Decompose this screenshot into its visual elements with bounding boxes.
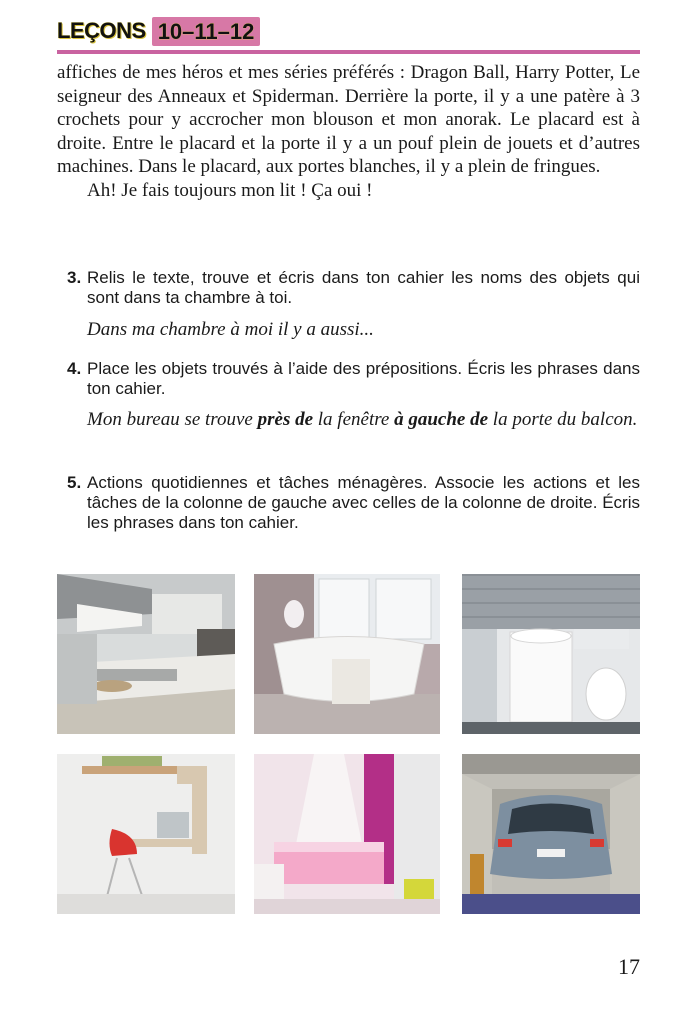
lesson-header (57, 14, 260, 48)
lessons-number-badge: 10–11–12 (152, 17, 261, 46)
exercise-number: 5. (67, 473, 82, 492)
exercise-number: 3. (67, 268, 82, 287)
exercise-5 (57, 473, 640, 533)
exercise-4 (57, 359, 640, 399)
kitchen-photo (57, 574, 235, 734)
bathtub-photo (254, 574, 440, 734)
reading-paragraph: affiches de mes héros et mes séries préférés : Dragon Ball, Harry Potter, Le seigneur des Anneaux et Spiderman. Derrière la porte, il y a une patère à 3 crochets pour y accrocher mon blouson et mon anorak. Le placard est à droite. Entre le placard et la porte il y a un pouf plein de jouets et d’autres machines. Dans le placard, aux portes blanches, il y a plein de fringues. (57, 62, 640, 177)
example-sentence (57, 408, 640, 432)
exercise-3 (57, 268, 640, 308)
girls-bedroom-photo (254, 754, 440, 914)
exercise-4-example (57, 408, 640, 432)
exercise-number: 4. (67, 359, 82, 378)
exercise-instruction: Place les objets trouvés à l’aide des prépositions. Écris les phrases dans ton cahier. (87, 359, 640, 398)
example-preposition: à gauche de (394, 409, 489, 430)
exercise-3-example (57, 318, 640, 342)
garage-car-photo (462, 754, 640, 914)
bathroom-sink-photo (462, 574, 640, 734)
exercise-instruction: Relis le texte, trouve et écris dans ton cahier les noms des objets qui sont dans ta chambre à toi. (87, 268, 640, 307)
example-preposition: près de (257, 409, 314, 430)
exercise-instruction: Actions quotidiennes et tâches ménagères. Associe les actions et les tâches de la colonne de gauche avec celles de la colonne de droite. Écris les phrases dans ton cahier. (87, 473, 640, 532)
example-part: la fenêtre (313, 409, 395, 430)
lecons-label: LEÇONS (57, 18, 146, 43)
reading-text (57, 61, 640, 202)
header-rule (57, 50, 640, 54)
page-number: 17 (618, 954, 640, 979)
reading-paragraph: Ah! Je fais toujours mon lit ! Ça oui ! (87, 179, 373, 201)
example-sentence: Dans ma chambre à moi il y a aussi... (87, 319, 374, 340)
example-part: Mon bureau se trouve (87, 409, 258, 430)
desk-chair-photo (57, 754, 235, 914)
example-part: la porte du balcon. (488, 409, 638, 430)
